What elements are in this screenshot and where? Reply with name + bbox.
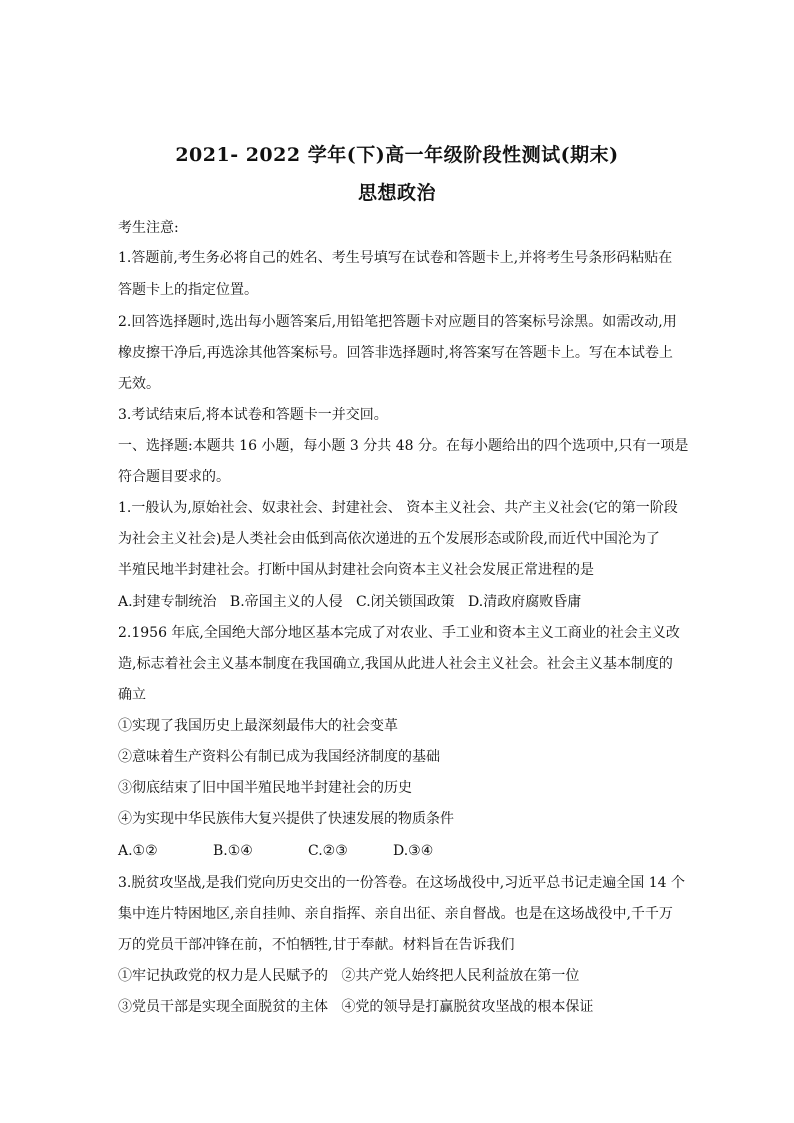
question-2-statement-3: ③彻底结束了旧中国半殖民地半封建社会的历史 bbox=[118, 780, 412, 796]
question-2-line-2: 造,标志着社会主义基本制度在我国确立,我国从此进人社会主义社会。社会主义基本制度的 bbox=[118, 656, 673, 672]
notice-item-1-line-2: 答题卡上的指定位置。 bbox=[118, 282, 258, 298]
question-2-statement-1: ①实现了我国历史上最深刻最伟大的社会变革 bbox=[118, 718, 398, 734]
question-2-statement-4: ④为实现中华民族伟大复兴提供了快速发展的物质条件 bbox=[118, 811, 454, 827]
notice-item-3: 3.考试结束后,将本试卷和答题卡一并交回。 bbox=[118, 407, 388, 423]
exam-title: 2021- 2022 学年(下)高一年级阶段性测试(期末) bbox=[175, 144, 619, 166]
question-3-statements-3-4: ③党员干部是实现全面脱贫的主体 ④党的领导是打赢脱贫攻坚战的根本保证 bbox=[118, 999, 594, 1015]
question-3-line-2: 集中连片特困地区,亲自挂帅、亲自指挥、亲自出征、亲自督战。也是在这场战役中,千千万 bbox=[118, 906, 673, 922]
question-2-option-c: C.②③ bbox=[308, 843, 348, 859]
notice-item-2-line-2: 橡皮擦干净后,再选涂其他答案标号。回答非选择题时,将答案写在答题卡上。写在本试卷上 bbox=[118, 345, 673, 361]
question-2-option-b: B.①④ bbox=[213, 843, 253, 859]
question-3-statements-1-2: ①牢记执政党的权力是人民赋予的 ②共产党人始终把人民利益放在第一位 bbox=[118, 968, 580, 984]
notice-item-2-line-1: 2.回答选择题时,选出每小题答案后,用铅笔把答题卡对应题目的答案标号涂黑。如需改动,用 bbox=[118, 314, 677, 330]
question-1-line-1: 1.一般认为,原始社会、奴隶社会、封建社会、 资本主义社会、共产主义社会(它的第一阶段 bbox=[118, 500, 678, 516]
question-3-line-3: 万的党员干部冲锋在前，不怕牺牲,甘于奉献。材料旨在告诉我们 bbox=[118, 937, 515, 953]
question-2-line-3: 确立 bbox=[118, 687, 146, 703]
section-1-line-2: 符合题目要求的。 bbox=[118, 469, 230, 485]
question-1-options: A.封建专制统治 B.帝国主义的人侵 C.闭关锁国政策 D.清政府腐败昏庸 bbox=[118, 594, 582, 610]
question-2-options bbox=[118, 842, 684, 860]
question-2-statement-2: ②意味着生产资料公有制已成为我国经济制度的基础 bbox=[118, 749, 440, 765]
exam-subject: 思想政治 bbox=[357, 182, 436, 204]
notice-heading: 考生注意: bbox=[118, 220, 179, 236]
question-2-option-d: D.③④ bbox=[393, 843, 434, 859]
notice-item-2-line-3: 无效。 bbox=[118, 376, 160, 392]
question-2-line-1: 2.1956 年底,全国绝大部分地区基本完成了对农业、手工业和资本主义工商业的社会主义改 bbox=[118, 625, 680, 641]
notice-item-1-line-1: 1.答题前,考生务必将自己的姓名、考生号填写在试卷和答题卡上,并将考生号条形码粘贴在 bbox=[118, 250, 673, 266]
question-1-line-2: 为社会主义社会)是人类社会由低到高依次递进的五个发展形态或阶段,而近代中国沦为了 bbox=[118, 531, 660, 547]
question-1-line-3: 半殖民地半封建社会。打断中国从封建社会向资本主义社会发展正常进程的是 bbox=[118, 562, 594, 578]
question-3-line-1: 3.脱贫攻坚战,是我们党向历史交出的一份答卷。在这场战役中,习近平总书记走遍全国 14 个 bbox=[118, 875, 685, 891]
question-2-option-a: A.①② bbox=[118, 843, 158, 859]
section-1-line-1: 一、选择题:本题共 16 小题，每小题 3 分共 48 分。在每小题给出的四个选项中,只有一项是 bbox=[118, 438, 689, 454]
